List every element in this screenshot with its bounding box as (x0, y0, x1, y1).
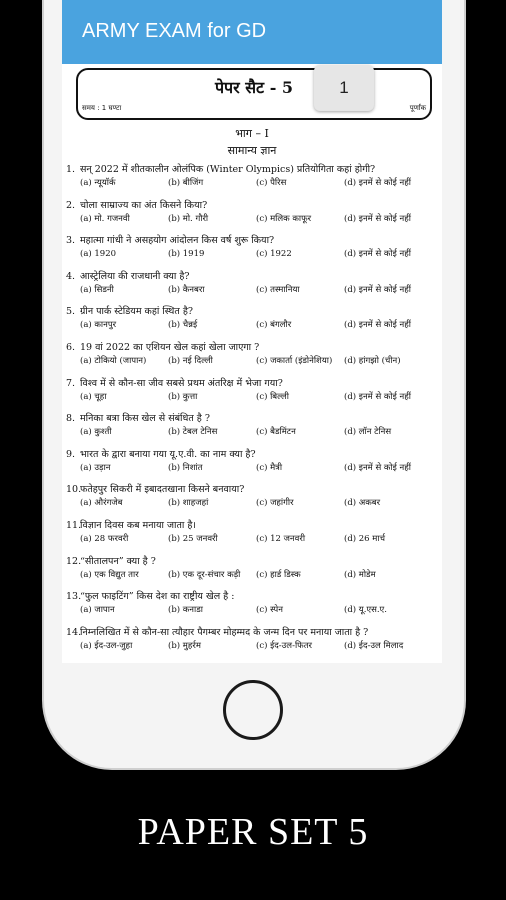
option-a: (a) टोकियो (जापान) (80, 356, 147, 366)
option-a: (a) एक विद्युत तार (80, 569, 139, 580)
option-a: (a) औरंगजेब (80, 498, 123, 509)
question-number: 2. (66, 199, 76, 211)
question-text (66, 340, 438, 353)
option-c: (c) तस्मानिया (256, 284, 300, 295)
question-item (66, 518, 438, 547)
option-b: (b) नई दिल्ली (168, 356, 213, 366)
options-row (80, 177, 438, 191)
option-b: (b) मुहर्रम (168, 640, 201, 651)
question-text (66, 233, 438, 246)
question-number: 12. (66, 555, 82, 567)
option-d: (d) ईद-उल मिलाद (344, 640, 404, 651)
option-c: (c) बैडमिंटन (256, 427, 296, 438)
option-b: (b) 1919 (168, 249, 205, 260)
question-text (66, 447, 438, 460)
home-button[interactable] (223, 680, 283, 740)
option-b: (b) मो. गौरी (168, 213, 209, 224)
option-a: (a) 28 फरवरी (80, 534, 129, 544)
question-text (66, 304, 438, 317)
question-label: भारत के द्वारा बनाया गया यू.ए.वी. का नाम क्या है? (80, 448, 256, 460)
question-label: फतेहपुर सिकरी में इबादतखाना किसने बनवाया? (80, 484, 245, 496)
question-label: मनिका बत्रा किस खेल से संबंधित है ? (80, 413, 210, 425)
question-label: सन् 2022 में शीतकालीन ओलंपिक (Winter Olympics) प्रतियोगिता कहां होगी? (80, 164, 376, 175)
option-d: (d) मोडेम (344, 569, 376, 580)
question-text (66, 554, 438, 567)
option-b: (b) शाहजहां (168, 498, 209, 509)
option-b: (b) एक दूर-संचार कड़ी (168, 569, 241, 580)
options-row (80, 355, 438, 369)
option-d: (d) यू.एस.ए. (344, 605, 387, 616)
options-row (80, 462, 438, 476)
app-bar (62, 0, 442, 64)
question-text (66, 162, 438, 175)
question-item (66, 376, 438, 405)
question-text (66, 376, 438, 389)
options-row (80, 569, 438, 583)
option-d: (d) इनमें से कोई नहीं (344, 462, 411, 473)
option-c: (c) ईद-उल-फितर (256, 640, 313, 651)
question-number: 6. (66, 342, 76, 353)
option-a: (a) कानपुर (80, 320, 117, 331)
option-c: (c) स्पेन (256, 605, 283, 616)
option-c: (c) जहांगीर (256, 498, 294, 509)
option-b: (b) बीजिंग (168, 178, 204, 188)
question-item (66, 554, 438, 583)
question-item (66, 162, 438, 191)
paper-title: पेपर सैट - 5 (214, 78, 294, 97)
question-label: आस्ट्रेलिया की राजधानी क्या है? (80, 270, 190, 282)
question-text (66, 269, 438, 282)
question-text (66, 411, 438, 424)
option-c: (c) बंगलौर (256, 320, 292, 331)
option-b: (b) कुत्ता (168, 391, 198, 402)
time-label: समय : 1 घण्टा (82, 104, 122, 112)
option-c: (c) मलिक काफूर (256, 213, 312, 224)
question-text (66, 518, 438, 531)
option-a: (a) 1920 (80, 249, 117, 260)
question-item (66, 482, 438, 511)
question-item (66, 340, 438, 369)
question-number: 4. (66, 270, 76, 282)
question-label: ग्रीन पार्क स्टेडियम कहां स्थित है? (80, 306, 193, 318)
question-number: 1. (66, 164, 76, 175)
option-d: (d) इनमें से कोई नहीं (344, 391, 411, 402)
option-d: (d) इनमें से कोई नहीं (344, 213, 411, 224)
option-c: (c) 12 जनवरी (256, 534, 306, 544)
option-c: (c) जकार्ता (इंडोनेशिया) (256, 356, 333, 366)
option-a: (a) न्यूयॉर्क (80, 178, 116, 188)
options-row (80, 604, 438, 618)
question-item (66, 411, 438, 440)
question-number: 9. (66, 448, 76, 460)
question-item (66, 304, 438, 333)
subject-heading: सामान्य ज्ञान (227, 144, 277, 157)
question-number: 14. (66, 626, 82, 638)
option-c: (c) 1922 (256, 249, 292, 260)
option-c: (c) पैरिस (256, 178, 287, 188)
options-row (80, 284, 438, 298)
question-number: 7. (66, 377, 76, 389)
option-a: (a) ईद-उल-जुहा (80, 640, 133, 651)
option-a: (a) सिडनी (80, 284, 114, 295)
question-label: महात्मा गांधी ने असहयोग आंदोलन किस वर्ष शुरू किया? (80, 235, 275, 247)
option-b: (b) चैन्नई (168, 320, 198, 331)
option-d: (d) अकबर (344, 498, 381, 509)
page-number-badge[interactable] (314, 65, 374, 111)
options-row (80, 426, 438, 440)
options-row (80, 391, 438, 405)
option-c: (c) बिल्ली (256, 391, 289, 402)
option-d: (d) लॉन टेनिस (344, 427, 392, 438)
question-paper-page[interactable] (62, 64, 442, 663)
question-label: “फुल फाइटिंग” किस देश का राष्ट्रीय खेल है : (80, 591, 235, 603)
question-number: 3. (66, 235, 76, 247)
question-text (66, 589, 438, 602)
option-d: (d) 26 मार्च (344, 534, 385, 544)
question-text (66, 482, 438, 495)
options-row (80, 248, 438, 262)
option-b: (b) निशांत (168, 462, 203, 473)
question-label: निम्नलिखित में से कौन-सा त्यौहार पैगम्बर मोहम्मद के जन्म दिन पर मनाया जाता है ? (80, 626, 369, 638)
question-label: 19 वां 2022 का एशियन खेल कहां खेला जाएगा ? (80, 342, 260, 353)
option-d: (d) इनमें से कोई नहीं (344, 320, 411, 331)
question-item (66, 233, 438, 262)
caption: PAPER SET 5 (137, 811, 369, 853)
options-row (80, 640, 438, 654)
option-b: (b) कनाडा (168, 605, 203, 616)
option-b: (b) कैनबरा (168, 284, 205, 295)
question-text (66, 625, 438, 638)
question-number: 8. (66, 413, 76, 425)
option-a: (a) जापान (80, 605, 115, 616)
question-number: 13. (66, 591, 82, 603)
option-d: (d) इनमें से कोई नहीं (344, 249, 411, 260)
question-item (66, 447, 438, 476)
question-label: चोला साम्राज्य का अंत किसने किया? (80, 199, 208, 211)
question-label: विश्व में से कौन-सा जीव सबसे प्रथम अंतरिक्ष में भेजा गया? (80, 377, 283, 389)
option-d: (d) इनमें से कोई नहीं (344, 178, 411, 188)
option-b: (b) 25 जनवरी (168, 534, 218, 544)
app-screen (62, 0, 442, 663)
option-a: (a) उड़ान (80, 462, 111, 473)
option-a: (a) मो. गजनवी (80, 213, 130, 224)
question-label: विज्ञान दिवस कब मनाया जाता है। (80, 520, 197, 531)
option-d: (d) हांगझो (चीन) (344, 356, 401, 366)
question-item (66, 589, 438, 618)
question-item (66, 269, 438, 298)
app-title: ARMY EXAM for GD (82, 20, 267, 42)
question-label: “सीतालपन” क्या है ? (80, 555, 156, 567)
paper-header (76, 68, 432, 120)
question-number: 10. (66, 484, 82, 496)
option-b: (b) टेबल टेनिस (168, 427, 218, 438)
question-number: 5. (66, 306, 76, 318)
question-item (66, 625, 438, 654)
option-c: (c) मैत्री (256, 462, 283, 473)
page-number: 1 (339, 78, 349, 97)
question-number: 11. (66, 520, 82, 531)
option-c: (c) हार्ड डिस्क (256, 569, 301, 580)
options-row (80, 497, 438, 511)
options-row (80, 319, 438, 333)
option-a: (a) चूहा (80, 391, 107, 402)
question-text (66, 198, 438, 211)
question-item (66, 198, 438, 227)
options-row (80, 213, 438, 227)
option-a: (a) कुश्ती (80, 427, 112, 438)
options-row (80, 533, 438, 547)
part-heading: भाग – I (235, 127, 269, 140)
option-d: (d) इनमें से कोई नहीं (344, 284, 411, 295)
full-marks-label: पूर्णांक (409, 104, 426, 112)
